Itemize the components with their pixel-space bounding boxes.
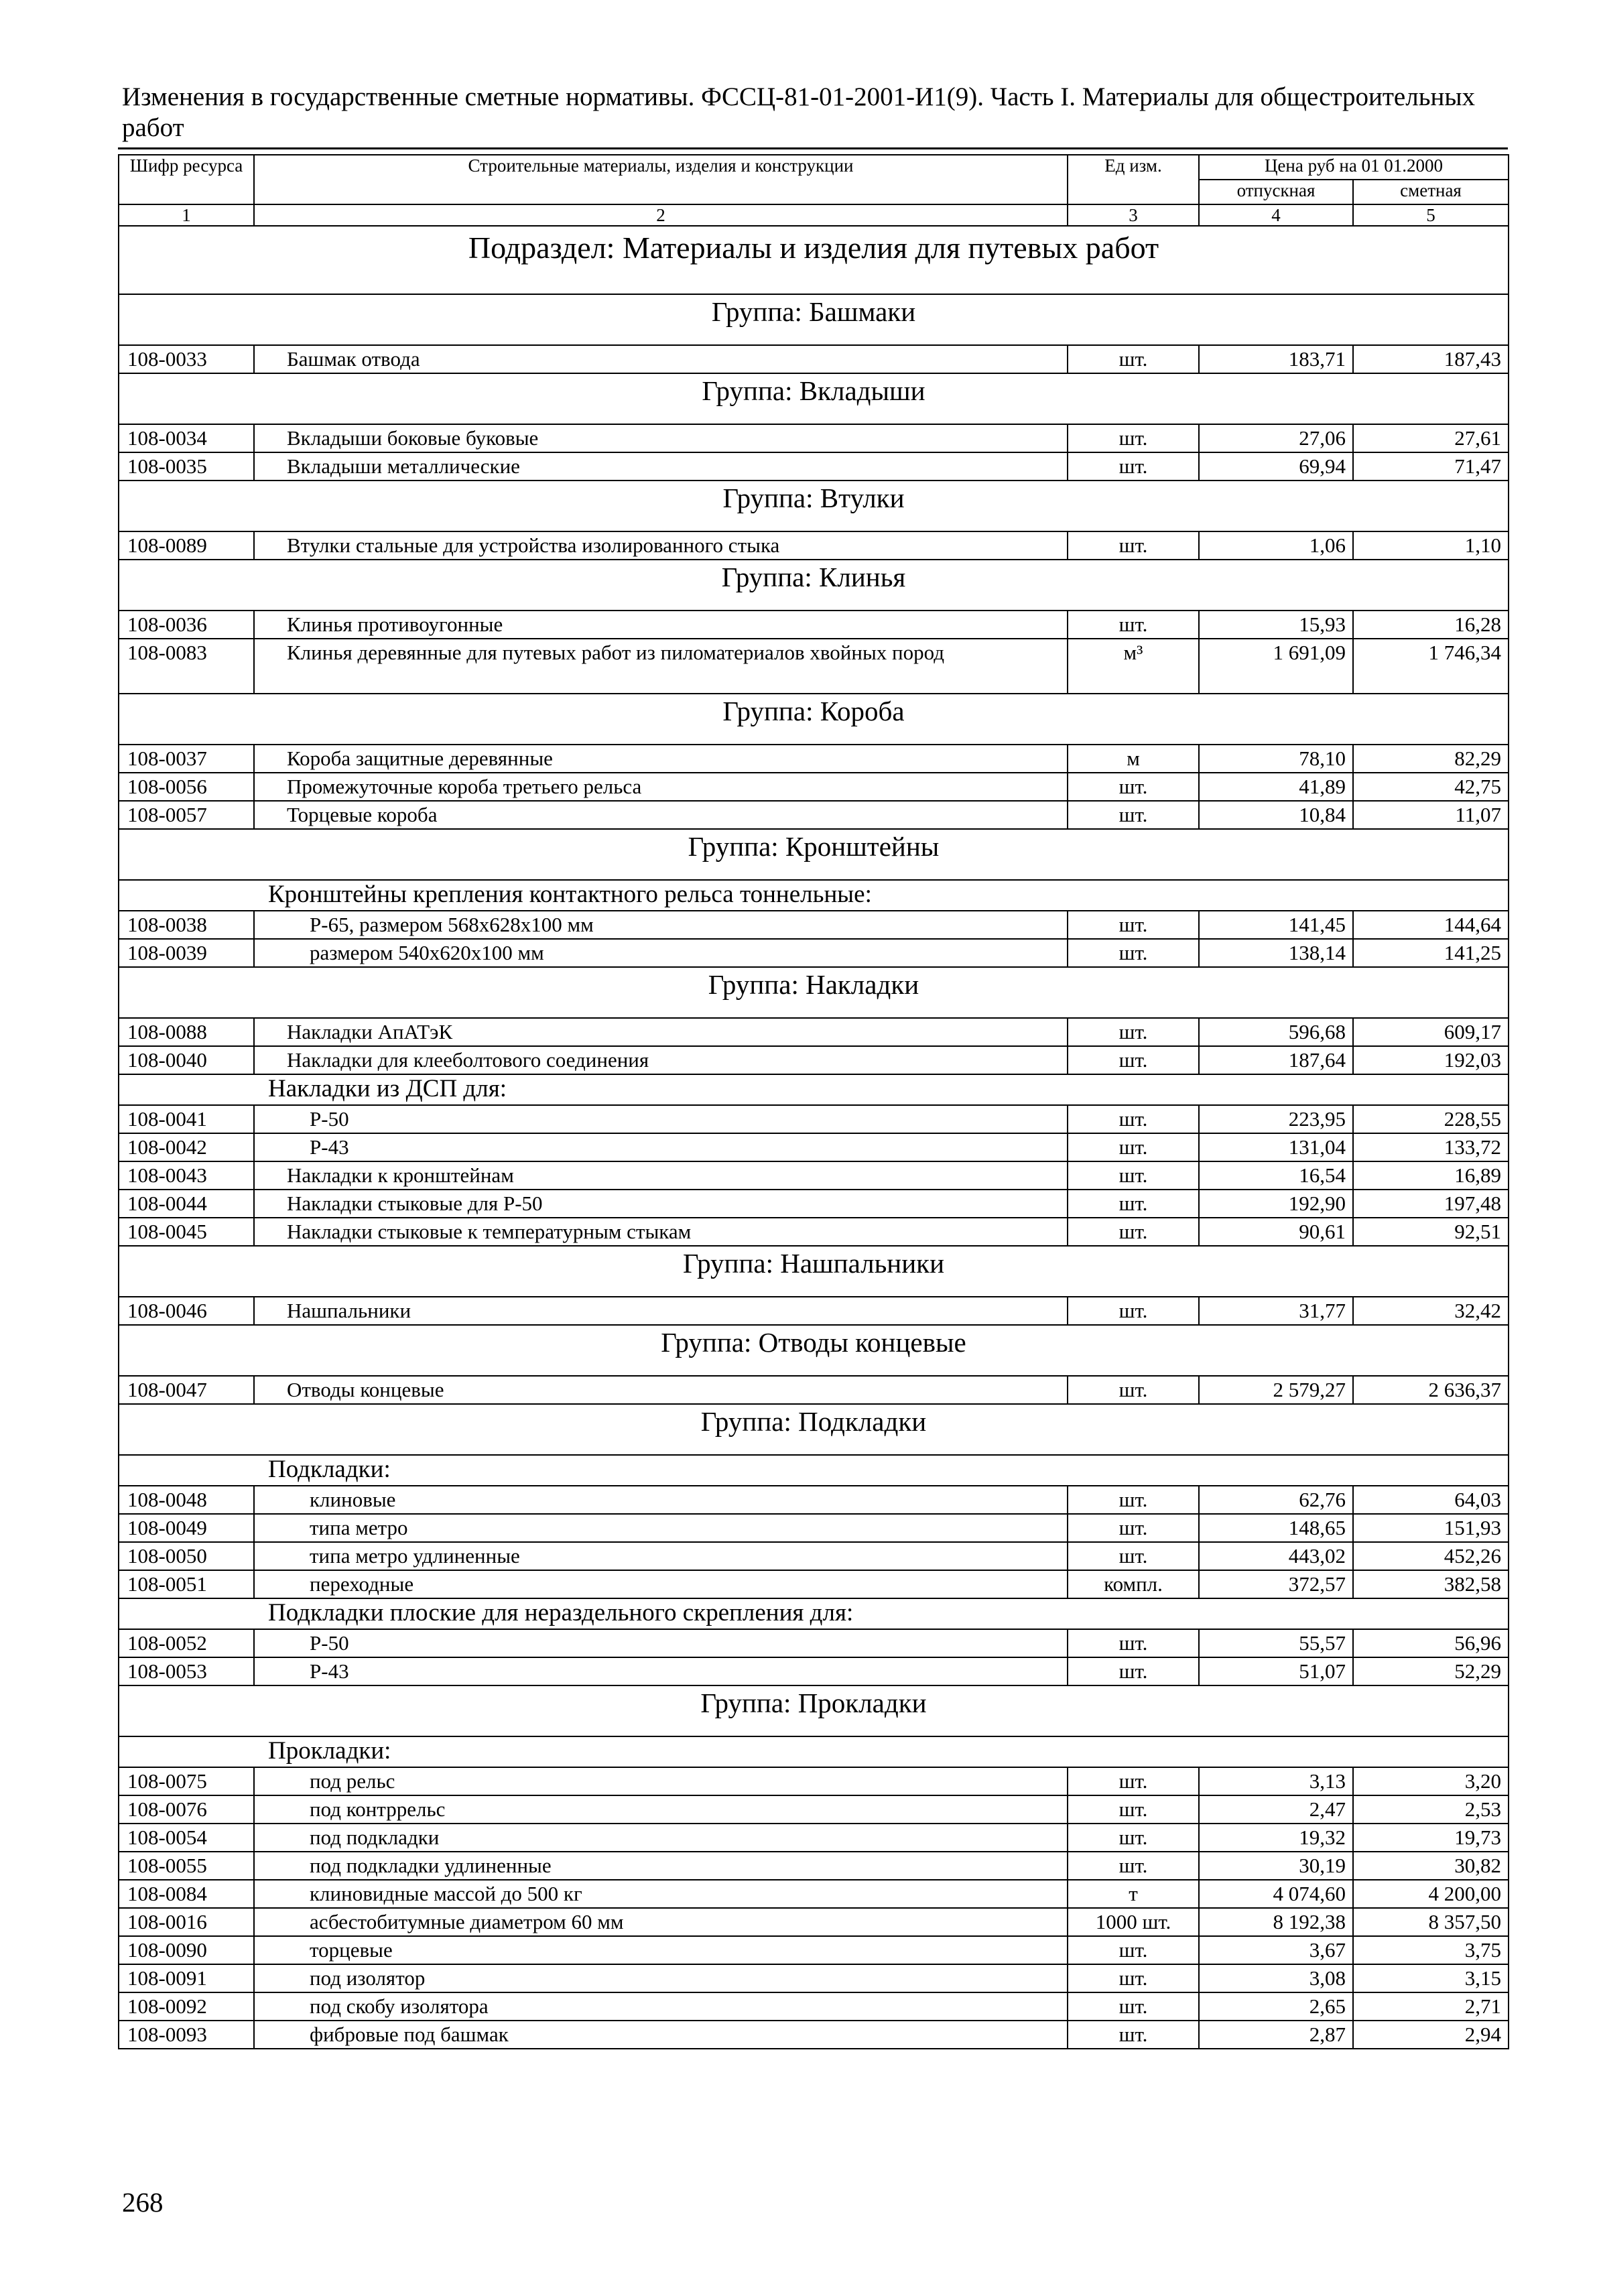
table-row: [119, 639, 1509, 694]
page-number: 268: [122, 2187, 164, 2218]
unit-of-measure: шт.: [1068, 1657, 1199, 1685]
material-name: типа метро удлиненные: [254, 1542, 1068, 1570]
table-row: [119, 345, 1509, 373]
group-header-row: [119, 1246, 1509, 1297]
group-title: Группа: Башмаки: [119, 294, 1509, 345]
subgroup-label-row: [119, 880, 1509, 911]
release-price: 90,61: [1199, 1218, 1353, 1246]
resource-code: 108-0042: [119, 1133, 254, 1161]
unit-of-measure: шт.: [1068, 1514, 1199, 1542]
table-row: [119, 531, 1509, 560]
table-row: [119, 911, 1509, 939]
table-row: [119, 1852, 1509, 1880]
unit-of-measure: компл.: [1068, 1570, 1199, 1598]
table-row: [119, 2021, 1509, 2049]
group-header-row: [119, 373, 1509, 424]
resource-code: 108-0036: [119, 611, 254, 639]
release-price: 15,93: [1199, 611, 1353, 639]
column-number: 1: [119, 204, 254, 226]
column-number: 3: [1068, 204, 1199, 226]
subgroup-label: Подкладки плоские для нераздельного скрепления для:: [119, 1598, 1509, 1629]
estimate-price: 52,29: [1353, 1657, 1509, 1685]
material-name: Р-43: [254, 1133, 1068, 1161]
estimate-price: 3,20: [1353, 1767, 1509, 1795]
material-name: клиновые: [254, 1486, 1068, 1514]
unit-of-measure: шт.: [1068, 1824, 1199, 1852]
unit-of-measure: шт.: [1068, 1133, 1199, 1161]
table-row: [119, 1880, 1509, 1908]
estimate-price: 197,48: [1353, 1190, 1509, 1218]
estimate-price: 11,07: [1353, 801, 1509, 829]
resource-code: 108-0057: [119, 801, 254, 829]
release-price: 55,57: [1199, 1629, 1353, 1657]
estimate-price: 16,28: [1353, 611, 1509, 639]
resource-code: 108-0055: [119, 1852, 254, 1880]
subgroup-label: Кронштейны крепления контактного рельса тоннельные:: [119, 880, 1509, 911]
resource-code: 108-0046: [119, 1297, 254, 1325]
material-name: Накладки стыковые для Р-50: [254, 1190, 1068, 1218]
release-price: 16,54: [1199, 1161, 1353, 1190]
page-header-title: Изменения в государственные сметные нормативы. ФССЦ-81-01-2001-И1(9). Часть I. Материалы для общестроительных работ: [122, 82, 1476, 142]
table-row: [119, 1190, 1509, 1218]
material-name: Отводы концевые: [254, 1376, 1068, 1404]
group-header-row: [119, 1685, 1509, 1736]
estimate-price: 452,26: [1353, 1542, 1509, 1570]
release-price: 141,45: [1199, 911, 1353, 939]
column-number: 2: [254, 204, 1068, 226]
resource-code: 108-0040: [119, 1046, 254, 1074]
material-name: типа метро: [254, 1514, 1068, 1542]
release-price: 148,65: [1199, 1514, 1353, 1542]
resource-code: 108-0075: [119, 1767, 254, 1795]
estimate-price: 192,03: [1353, 1046, 1509, 1074]
group-header-row: [119, 829, 1509, 880]
unit-of-measure: шт.: [1068, 1852, 1199, 1880]
table-row: [119, 1936, 1509, 1964]
unit-of-measure: шт.: [1068, 1190, 1199, 1218]
material-name: размером 540х620х100 мм: [254, 939, 1068, 967]
resource-code: 108-0076: [119, 1795, 254, 1824]
table-row: [119, 1629, 1509, 1657]
material-name: клиновидные массой до 500 кг: [254, 1880, 1068, 1908]
resource-code: 108-0041: [119, 1105, 254, 1133]
unit-of-measure: шт.: [1068, 345, 1199, 373]
estimate-price: 3,75: [1353, 1936, 1509, 1964]
release-price: 1 691,09: [1199, 639, 1353, 694]
material-name: под подкладки: [254, 1824, 1068, 1852]
unit-of-measure: м³: [1068, 639, 1199, 694]
release-price: 3,08: [1199, 1964, 1353, 1992]
resource-code: 108-0083: [119, 639, 254, 694]
release-price: 187,64: [1199, 1046, 1353, 1074]
material-name: асбестобитумные диаметром 60 мм: [254, 1908, 1068, 1936]
resource-code: 108-0038: [119, 911, 254, 939]
unit-of-measure: шт.: [1068, 1046, 1199, 1074]
table-row: [119, 1218, 1509, 1246]
estimate-price: 144,64: [1353, 911, 1509, 939]
table-row: [119, 611, 1509, 639]
table-row: [119, 1161, 1509, 1190]
material-name: Клинья противоугонные: [254, 611, 1068, 639]
subgroup-label: Накладки из ДСП для:: [119, 1074, 1509, 1105]
unit-of-measure: шт.: [1068, 1992, 1199, 2021]
release-price: 51,07: [1199, 1657, 1353, 1685]
estimate-price: 609,17: [1353, 1018, 1509, 1046]
table-row: [119, 1795, 1509, 1824]
table-row: [119, 1657, 1509, 1685]
resource-code: 108-0092: [119, 1992, 254, 2021]
unit-of-measure: шт.: [1068, 424, 1199, 452]
release-price: 223,95: [1199, 1105, 1353, 1133]
release-price: 596,68: [1199, 1018, 1353, 1046]
unit-of-measure: шт.: [1068, 1542, 1199, 1570]
material-name: Р-43: [254, 1657, 1068, 1685]
release-price: 372,57: [1199, 1570, 1353, 1598]
group-title: Группа: Кронштейны: [119, 829, 1509, 880]
unit-of-measure: шт.: [1068, 1161, 1199, 1190]
unit-of-measure: шт.: [1068, 1629, 1199, 1657]
unit-of-measure: шт.: [1068, 1376, 1199, 1404]
material-name: переходные: [254, 1570, 1068, 1598]
unit-of-measure: шт.: [1068, 1218, 1199, 1246]
release-price: 8 192,38: [1199, 1908, 1353, 1936]
unit-of-measure: шт.: [1068, 1936, 1199, 1964]
unit-of-measure: 1000 шт.: [1068, 1908, 1199, 1936]
release-price: 4 074,60: [1199, 1880, 1353, 1908]
estimate-price: 228,55: [1353, 1105, 1509, 1133]
group-header-row: [119, 1325, 1509, 1376]
table-row: [119, 1376, 1509, 1404]
estimate-price: 71,47: [1353, 452, 1509, 481]
estimate-price: 2,53: [1353, 1795, 1509, 1824]
table-row: [119, 773, 1509, 801]
estimate-price: 133,72: [1353, 1133, 1509, 1161]
subgroup-label: Подкладки:: [119, 1455, 1509, 1486]
subgroup-label: Прокладки:: [119, 1736, 1509, 1767]
resource-code: 108-0091: [119, 1964, 254, 1992]
material-name: Накладки к кронштейнам: [254, 1161, 1068, 1190]
material-name: Накладки АпАТэК: [254, 1018, 1068, 1046]
material-name: торцевые: [254, 1936, 1068, 1964]
subgroup-label-row: [119, 1455, 1509, 1486]
group-title: Группа: Прокладки: [119, 1685, 1509, 1736]
table-row: [119, 1542, 1509, 1570]
group-header-row: [119, 560, 1509, 611]
estimate-price: 42,75: [1353, 773, 1509, 801]
material-name: под подкладки удлиненные: [254, 1852, 1068, 1880]
release-price: 3,67: [1199, 1936, 1353, 1964]
unit-of-measure: шт.: [1068, 531, 1199, 560]
estimate-price: 64,03: [1353, 1486, 1509, 1514]
resource-code: 108-0037: [119, 745, 254, 773]
material-name: под контррельс: [254, 1795, 1068, 1824]
column-number: 4: [1199, 204, 1353, 226]
group-header-row: [119, 1404, 1509, 1455]
resource-code: 108-0084: [119, 1880, 254, 1908]
material-name: Короба защитные деревянные: [254, 745, 1068, 773]
material-name: Вкладыши боковые буковые: [254, 424, 1068, 452]
table-row: [119, 1133, 1509, 1161]
release-price: 27,06: [1199, 424, 1353, 452]
resource-code: 108-0033: [119, 345, 254, 373]
resource-code: 108-0052: [119, 1629, 254, 1657]
material-name: под изолятор: [254, 1964, 1068, 1992]
material-name: Клинья деревянные для путевых работ из пиломатериалов хвойных пород: [254, 639, 1068, 694]
material-name: Р-65, размером 568х628х100 мм: [254, 911, 1068, 939]
material-name: Накладки для клееболтового соединения: [254, 1046, 1068, 1074]
group-title: Группа: Подкладки: [119, 1404, 1509, 1455]
resource-code: 108-0035: [119, 452, 254, 481]
subgroup-label-row: [119, 1074, 1509, 1105]
table-row: [119, 1046, 1509, 1074]
table-row: [119, 452, 1509, 481]
material-name: Промежуточные короба третьего рельса: [254, 773, 1068, 801]
release-price: 138,14: [1199, 939, 1353, 967]
release-price: 1,06: [1199, 531, 1353, 560]
unit-of-measure: шт.: [1068, 1486, 1199, 1514]
estimate-price: 3,15: [1353, 1964, 1509, 1992]
resource-code: 108-0054: [119, 1824, 254, 1852]
material-name: под рельс: [254, 1767, 1068, 1795]
group-title: Группа: Отводы концевые: [119, 1325, 1509, 1376]
estimate-price: 2,71: [1353, 1992, 1509, 2021]
table-row: [119, 1486, 1509, 1514]
resource-code: 108-0090: [119, 1936, 254, 1964]
unit-of-measure: т: [1068, 1880, 1199, 1908]
unit-of-measure: шт.: [1068, 1018, 1199, 1046]
table-row: [119, 745, 1509, 773]
release-price: 30,19: [1199, 1852, 1353, 1880]
resource-code: 108-0088: [119, 1018, 254, 1046]
release-price: 62,76: [1199, 1486, 1353, 1514]
table-row: [119, 801, 1509, 829]
subgroup-label-row: [119, 1598, 1509, 1629]
resource-code: 108-0051: [119, 1570, 254, 1598]
unit-of-measure: шт.: [1068, 1964, 1199, 1992]
material-name: Накладки стыковые к температурным стыкам: [254, 1218, 1068, 1246]
header-rule: [118, 147, 1508, 149]
column-header-code: Шифр ресурса: [119, 155, 254, 204]
unit-of-measure: шт.: [1068, 2021, 1199, 2049]
release-price: 19,32: [1199, 1824, 1353, 1852]
table-row: [119, 1297, 1509, 1325]
subgroup-label-row: [119, 1736, 1509, 1767]
unit-of-measure: шт.: [1068, 452, 1199, 481]
resource-code: 108-0056: [119, 773, 254, 801]
column-header-release-price: отпускная: [1199, 180, 1353, 204]
table-row: [119, 939, 1509, 967]
resource-code: 108-0049: [119, 1514, 254, 1542]
resource-code: 108-0089: [119, 531, 254, 560]
column-header-price: Цена руб на 01 01.2000: [1199, 155, 1509, 180]
unit-of-measure: шт.: [1068, 1297, 1199, 1325]
estimate-price: 1 746,34: [1353, 639, 1509, 694]
table-row: [119, 1824, 1509, 1852]
unit-of-measure: м: [1068, 745, 1199, 773]
release-price: 183,71: [1199, 345, 1353, 373]
unit-of-measure: шт.: [1068, 1795, 1199, 1824]
unit-of-measure: шт.: [1068, 1105, 1199, 1133]
group-title: Группа: Короба: [119, 694, 1509, 745]
unit-of-measure: шт.: [1068, 1767, 1199, 1795]
unit-of-measure: шт.: [1068, 911, 1199, 939]
material-name: Втулки стальные для устройства изолированного стыка: [254, 531, 1068, 560]
release-price: 31,77: [1199, 1297, 1353, 1325]
unit-of-measure: шт.: [1068, 611, 1199, 639]
column-header-name: Строительные материалы, изделия и конструкции: [254, 155, 1068, 204]
table-row: [119, 1992, 1509, 2021]
resource-code: 108-0050: [119, 1542, 254, 1570]
release-price: 78,10: [1199, 745, 1353, 773]
unit-of-measure: шт.: [1068, 773, 1199, 801]
material-name: Нашпальники: [254, 1297, 1068, 1325]
resource-code: 108-0034: [119, 424, 254, 452]
resource-code: 108-0053: [119, 1657, 254, 1685]
estimate-price: 187,43: [1353, 345, 1509, 373]
resource-code: 108-0039: [119, 939, 254, 967]
material-name: Р-50: [254, 1629, 1068, 1657]
resource-code: 108-0043: [119, 1161, 254, 1190]
release-price: 131,04: [1199, 1133, 1353, 1161]
group-title: Группа: Нашпальники: [119, 1246, 1509, 1297]
estimate-price: 1,10: [1353, 531, 1509, 560]
table-row: [119, 424, 1509, 452]
table-row: [119, 1018, 1509, 1046]
table-row: [119, 1570, 1509, 1598]
table-row: [119, 1767, 1509, 1795]
subsection-title: Подраздел: Материалы и изделия для путевых работ: [119, 226, 1509, 294]
estimate-price: 8 357,50: [1353, 1908, 1509, 1936]
group-title: Группа: Вкладыши: [119, 373, 1509, 424]
estimate-price: 4 200,00: [1353, 1880, 1509, 1908]
table-body: [119, 226, 1509, 2049]
group-header-row: [119, 967, 1509, 1018]
resource-code: 108-0045: [119, 1218, 254, 1246]
table-row: [119, 1964, 1509, 1992]
material-name: Торцевые короба: [254, 801, 1068, 829]
estimate-price: 27,61: [1353, 424, 1509, 452]
material-name: Вкладыши металлические: [254, 452, 1068, 481]
release-price: 2 579,27: [1199, 1376, 1353, 1404]
estimate-price: 382,58: [1353, 1570, 1509, 1598]
table-row: [119, 1105, 1509, 1133]
group-title: Группа: Накладки: [119, 967, 1509, 1018]
estimate-price: 2 636,37: [1353, 1376, 1509, 1404]
estimate-price: 32,42: [1353, 1297, 1509, 1325]
estimate-price: 56,96: [1353, 1629, 1509, 1657]
estimate-price: 19,73: [1353, 1824, 1509, 1852]
resource-code: 108-0016: [119, 1908, 254, 1936]
release-price: 2,47: [1199, 1795, 1353, 1824]
release-price: 41,89: [1199, 773, 1353, 801]
column-number: 5: [1353, 204, 1509, 226]
release-price: 69,94: [1199, 452, 1353, 481]
release-price: 443,02: [1199, 1542, 1353, 1570]
resource-code: 108-0093: [119, 2021, 254, 2049]
estimate-price: 16,89: [1353, 1161, 1509, 1190]
resource-code: 108-0048: [119, 1486, 254, 1514]
group-title: Группа: Клинья: [119, 560, 1509, 611]
release-price: 2,65: [1199, 1992, 1353, 2021]
column-header-unit: Ед изм.: [1068, 155, 1199, 204]
table-row: [119, 1908, 1509, 1936]
estimate-price: 92,51: [1353, 1218, 1509, 1246]
material-name: Р-50: [254, 1105, 1068, 1133]
release-price: 3,13: [1199, 1767, 1353, 1795]
unit-of-measure: шт.: [1068, 801, 1199, 829]
group-title: Группа: Втулки: [119, 481, 1509, 531]
material-name: фибровые под башмак: [254, 2021, 1068, 2049]
group-header-row: [119, 294, 1509, 345]
resource-code: 108-0044: [119, 1190, 254, 1218]
resource-code: 108-0047: [119, 1376, 254, 1404]
estimate-price: 141,25: [1353, 939, 1509, 967]
table-row: [119, 1514, 1509, 1542]
material-name: Башмак отвода: [254, 345, 1068, 373]
estimate-price: 2,94: [1353, 2021, 1509, 2049]
estimate-price: 82,29: [1353, 745, 1509, 773]
group-header-row: [119, 481, 1509, 531]
materials-price-table: [118, 154, 1509, 2049]
estimate-price: 151,93: [1353, 1514, 1509, 1542]
column-header-estimate-price: сметная: [1353, 180, 1509, 204]
release-price: 10,84: [1199, 801, 1353, 829]
release-price: 2,87: [1199, 2021, 1353, 2049]
estimate-price: 30,82: [1353, 1852, 1509, 1880]
group-header-row: [119, 694, 1509, 745]
unit-of-measure: шт.: [1068, 939, 1199, 967]
release-price: 192,90: [1199, 1190, 1353, 1218]
material-name: под скобу изолятора: [254, 1992, 1068, 2021]
